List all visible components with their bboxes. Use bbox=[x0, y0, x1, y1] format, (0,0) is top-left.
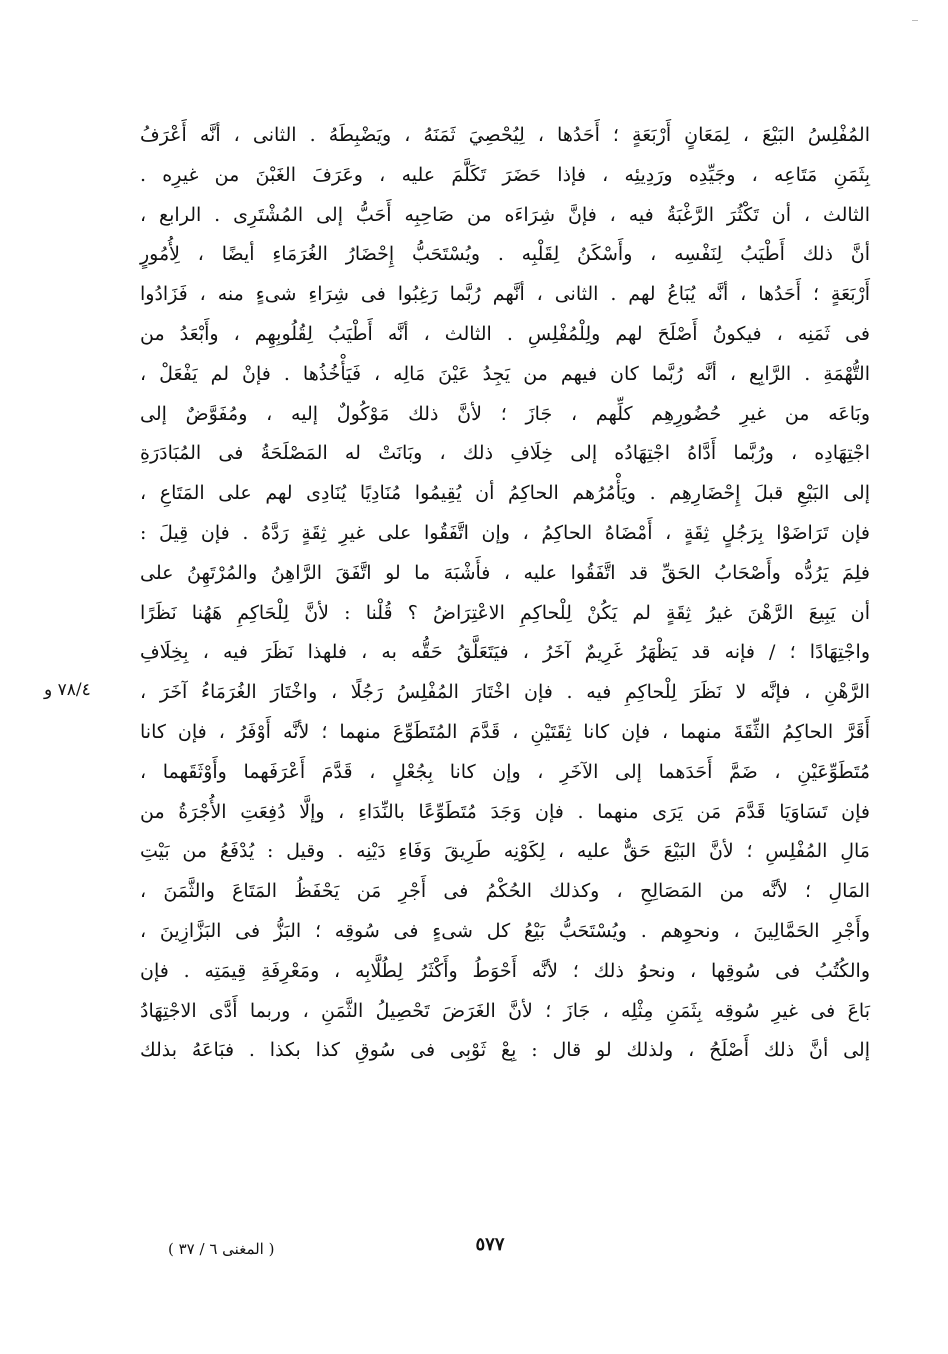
text-line: المَالِ ؛ لأنَّه من المَصَالِحِ ، وكذلك الحُكْمُ فى أَجْرِ مَن يَحْفَظُ المَتَاعَ والثَّمَنَ ، bbox=[140, 880, 870, 903]
body-text bbox=[140, 116, 870, 1071]
text-line: فإن تَرَاضَوْا بِرَجُلٍ ثِقَةٍ ، أَمْضَاهُ الحاكِمُ ، وإن اتَّفَقُوا على غيرِ ثِقَةٍ رَدَّهُ . فإن قِيلَ : bbox=[140, 521, 870, 544]
scan-mark bbox=[912, 20, 918, 21]
text-line: الثالث ، أن تَكْثُرَ الرَّغْبَةُ فيه ، فإنَّ شِرَاءَه من صَاحِبِه أَحَبُّ إلى المُشْتَرِى . الرابع ، bbox=[140, 203, 870, 226]
text-line: والكُتُبُ فى سُوقِها ، ونحوُ ذلك ؛ لأنَّه أَحْوَطُ وأَكْثَرُ لِطُلَّابِه ، ومَعْرِفَةِ قِيمَتِه . فإن bbox=[140, 959, 870, 982]
text-line: اجْتِهَادِه ، ورُبَّما أَدَّاهُ اجْتِهَادُه إلى خِلَافِ ذلك ، وبَانَتْ له المَصْلَحَةُ فى المُبَادَرَةِ bbox=[140, 442, 870, 465]
margin-reference: ٧٨/٤ و bbox=[44, 680, 91, 700]
text-line: أنَّ ذلك أَطْيَبُ لِنَفْسِه ، وأَسْكَنُ لِقَلْبِه . ويُسْتَحَبُّ إِحْضَارُ الغُرَمَاءِ أيضًا ، لِأُمُورٍ bbox=[140, 243, 870, 266]
signature-mark: ( المغنى ٦ / ٣٧ ) bbox=[168, 1240, 275, 1258]
text-line: الرَّهْنِ ، فإنَّه لا نَظَرَ لِلْحاكِمِ فيه . فإن اخْتَارَ المُفْلِسُ رَجُلًا ، واخْتَارَ الغُرَمَاءُ آخَرَ ، bbox=[140, 681, 870, 704]
text-line: بَاعَ فى غيرِ سُوقِه بِثَمَنِ مِثْلِه ، جَازَ ؛ لأنَّ الغَرَضَ تَحْصِيلُ الثَّمَنِ ، وربما أَدَّى الاجْتِهَادُ bbox=[140, 999, 870, 1022]
text-line: فإن تَسَاوَيَا قَدَّمَ مَن يَرَى منهما . فإن وَجَدَ مُتَطَوِّعًا بالنِّدَاءِ ، وإلَّا دُفِعَتِ الأُجْرَةُ من bbox=[140, 800, 870, 823]
text-line: المُفْلِسُ البَيْعَ ، لِمَعَانٍ أَرْبَعَةٍ ؛ أَحَدُها ، لِيُحْصِيَ ثَمَنَهُ ، ويَضْبِطَهُ . الثانى ، أنَّه أَعْرَفُ bbox=[140, 124, 870, 146]
text-line: واجْتِهَادًا ؛ / فإنه قد يَظْهَرُ غَرِيمٌ آخَرُ ، فيَتَعَلَّقُ حَقُّه به ، فلهذا نَظَرَ فيه ، بِخِلَافِ bbox=[140, 641, 870, 664]
text-line: أن يَبِيعَ الرَّهْنَ غيرُ ثِقَةٍ لم يَكُنْ لِلْحاكِمِ الاعْتِرَاضُ ؟ قُلْنا : لأنَّ لِلْحَاكِمِ هَهُنا نَظَرًا bbox=[140, 601, 870, 624]
text-line: إلى أنَّ ذلك أَصْلَحُ ، ولذلك لو قال : بِعْ ثَوْبِى فى سُوقِ كذا بكذا . فبَاعَهُ بذلك bbox=[140, 1039, 870, 1062]
text-line: فى ثَمَنِه ، فيكونُ أَصْلَحَ لهم ولِلْمُفْلِسِ . الثالث ، أنَّه أَطْيَبُ لِقُلُوبِهِم ، وأَبْعَدُ من bbox=[140, 322, 870, 345]
text-line: وبَاعَه من غيرِ حُضُورِهِم كلِّهم ، جَازَ ؛ لأنَّ ذلك مَوْكُولٌ إليه ، ومُفَوَّضٌ إلى bbox=[140, 402, 870, 425]
page-number: ٥٧٧ bbox=[475, 1234, 505, 1255]
text-line: فلِمَ يَرُدُّه وأَصْحَابُ الحَقِّ قد اتَّفَقُوا عليه ، فأَشْبَهَ ما لو اتَّفَقَ الرَّاهِنُ والمُرْتَهِنُ على bbox=[140, 561, 870, 584]
text-line: مَالِ المُفْلِسِ ؛ لأنَّ البَيْعَ حَقٌّ عليه ، لِكَوْنِه طَرِيقَ وَفَاءِ دَيْنِه . وقيل : يُدْفَعُ من بَيْتِ bbox=[140, 840, 870, 863]
text-line: وأَجْرِ الحَمَّالِينَ ، ونحوِهم . ويُسْتَحَبُّ بَيْعُ كل شىءٍ فى سُوقِه ؛ البَزُّ فى البَزَّازِينَ ، bbox=[140, 919, 870, 942]
text-line: أَرْبَعَةٍ ؛ أَحَدُها ، أنَّه يُبَاعُ لهم . الثانى ، أنَّهم رُبَّما رَغِبُوا فى شِرَاءِ شىءٍ منه ، فَزَادُوا bbox=[140, 283, 870, 306]
text-line: مُتَطَوِّعَيْنِ ، ضَمَّ أَحَدَهما إلى الآخَرِ ، وإن كانا بِجُعْلٍ ، قَدَّمَ أَعْرَفَهما وأَوْثَقَهما ، bbox=[140, 760, 870, 783]
text-line: التُّهْمَةِ . الرَّابِع ، أنَّه رُبَّما كان فيهم من يَجِدُ عَيْنَ مَالِه ، فَيَأْخُذُها . فإنْ لم يَفْعَلْ ، bbox=[140, 362, 870, 385]
text-line: بِثَمَنِ مَتَاعِه ، وجَيِّدِه ورَدِيئِه ، فإذا حَضَرَ تَكَلَّمَ عليه ، وعَرَفَ الغَبْنَ من غيرِه . bbox=[140, 163, 870, 186]
text-line: إلى البَيْعِ قبلَ إِحْضَارِهِم . ويَأْمُرُهم الحاكِمُ أن يُقِيمُوا مُنَادِيًا يُنَادِى لهم على المَتَاعِ ، bbox=[140, 482, 870, 505]
text-line: أَقَرَّ الحاكِمُ الثِّقَةَ منهما ، فإن كانا ثِقَتَيْنِ ، قَدَّمَ المُتَطَوِّعَ منهما ؛ لأنَّه أَوْفَرُ ، فإن كانا bbox=[140, 720, 870, 743]
